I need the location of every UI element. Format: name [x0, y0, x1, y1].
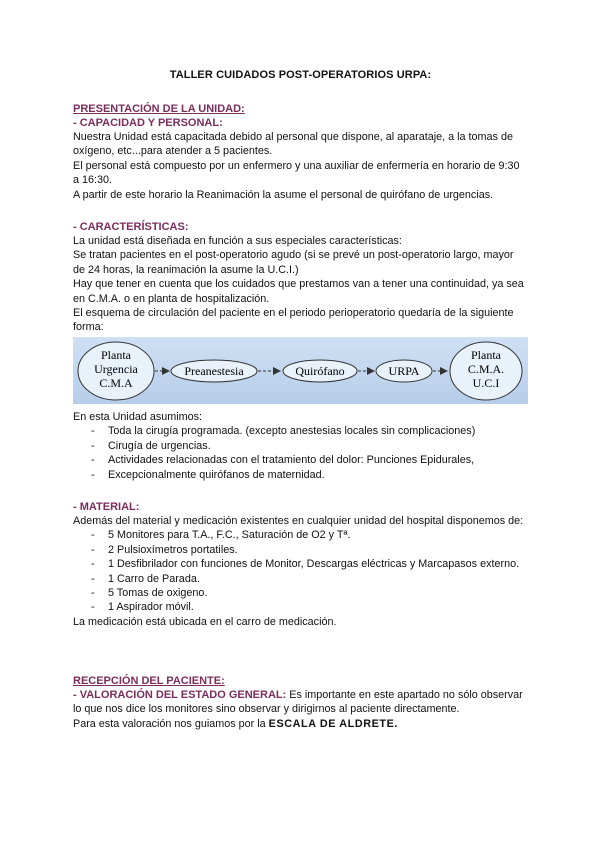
caracteristicas-paragraph-2: Se tratan pacientes en el post-operatorio agudo (si se prevé un post-operatorio largo, mayor de 24 horas, la reanimación la asume la U.C.I.)	[73, 249, 514, 276]
caracteristicas-paragraph-1: La unidad está diseñada en función a sus especiales características:	[73, 235, 402, 247]
flow-node5-line3: U.C.I	[472, 376, 500, 390]
section-material	[73, 500, 528, 629]
list-item: - 2 Pulsioxímetros portatiles.	[73, 543, 528, 557]
escala-paragraph	[73, 717, 528, 731]
asumimos-intro: En esta Unidad asumimos:	[73, 411, 203, 423]
escala-text: Para esta valoración nos guiamos por la	[73, 717, 269, 730]
capacidad-paragraph-2: El personal está compuesto por un enfermero y una auxiliar de enfermería en horario de 9:30 a 16:30.	[73, 159, 520, 187]
list-item: - 1 Desfibrilador con funciones de Monitor, Descargas eléctricas y Marcapasos externo.	[73, 557, 528, 571]
capacidad-paragraph-1: Nuestra Unidad está capacitada debido al personal que dispone, al aparataje, a la tomas de oxígeno, etc...para atender a 5 pacientes.	[73, 131, 513, 158]
flow-node5-line2: C.M.A.	[467, 362, 505, 376]
list-item: - 1 Aspirador móvil.	[73, 600, 528, 614]
flow-node4-label: URPA	[388, 364, 420, 378]
flow-node5-line1: Planta	[471, 348, 501, 362]
list-item: - 5 Tomas de oxigeno.	[73, 586, 528, 600]
caracteristicas-paragraph-3: Hay que tener en cuenta que los cuidados que prestamos van a tener una continuidad, ya sea en C.M.A. o en planta de hospitalización.	[73, 278, 524, 305]
list-item: - 1 Carro de Parada.	[73, 572, 528, 586]
material-intro: Además del material y medicación existentes en cualquier unidad del hospital disponemos de:	[73, 515, 524, 527]
heading-valoracion: - VALORACIÓN DEL ESTADO GENERAL:	[73, 689, 287, 701]
section-caracteristicas	[73, 220, 528, 335]
heading-capacidad: - CAPACIDAD Y PERSONAL:	[73, 117, 223, 129]
section-presentacion	[73, 102, 528, 202]
flow-node1-line1: Planta	[101, 348, 131, 362]
patient-flow-svg	[73, 337, 528, 404]
flow-node1-line3: C.M.A	[99, 376, 133, 390]
valoracion-text: Es importante en este apartado no sólo observar lo que nos dice los monitores sino observar y dirigirnos al paciente directamente.	[73, 689, 523, 716]
section-recepcion	[73, 674, 528, 731]
capacidad-paragraph-3: A partir de este horario la Reanimación la asume el personal de quirófano de urgencias.	[73, 188, 494, 201]
material-list	[73, 528, 528, 614]
patient-flow-diagram	[73, 337, 528, 404]
section-asumimos	[73, 410, 528, 482]
heading-recepcion: RECEPCIÓN DEL PACIENTE:	[73, 675, 225, 687]
list-item: - Excepcionalmente quirófanos de maternidad.	[73, 468, 528, 482]
list-item: - Toda la cirugía programada. (excepto anestesias locales sin complicaciones)	[73, 424, 528, 438]
flow-node2-label: Preanestesia	[184, 364, 244, 378]
heading-presentacion: PRESENTACIÓN DE LA UNIDAD:	[73, 103, 245, 115]
document-title: TALLER CUIDADOS POST-OPERATORIOS URPA:	[169, 69, 432, 81]
material-outro: La medicación está ubicada en el carro de medicación.	[73, 615, 337, 628]
asumimos-list	[73, 424, 528, 482]
valoracion-paragraph	[73, 688, 528, 717]
list-item: - Cirugía de urgencias.	[73, 439, 528, 453]
escala-name: ESCALA DE ALDRETE.	[268, 717, 399, 730]
list-item: - 5 Monitores para T.A., F.C., Saturación de O2 y Tª.	[73, 528, 528, 542]
flow-node1-line2: Urgencia	[94, 362, 138, 376]
flow-node3-label: Quirófano	[295, 364, 345, 378]
list-item: - Actividades relacionadas con el tratamiento del dolor: Punciones Epidurales,	[73, 453, 528, 467]
heading-caracteristicas: - CARACTERÍSTICAS:	[73, 221, 189, 233]
caracteristicas-paragraph-4: El esquema de circulación del paciente en el periodo perioperatorio quedaría de la siguiente forma:	[73, 307, 514, 334]
heading-material: - MATERIAL:	[73, 501, 140, 513]
